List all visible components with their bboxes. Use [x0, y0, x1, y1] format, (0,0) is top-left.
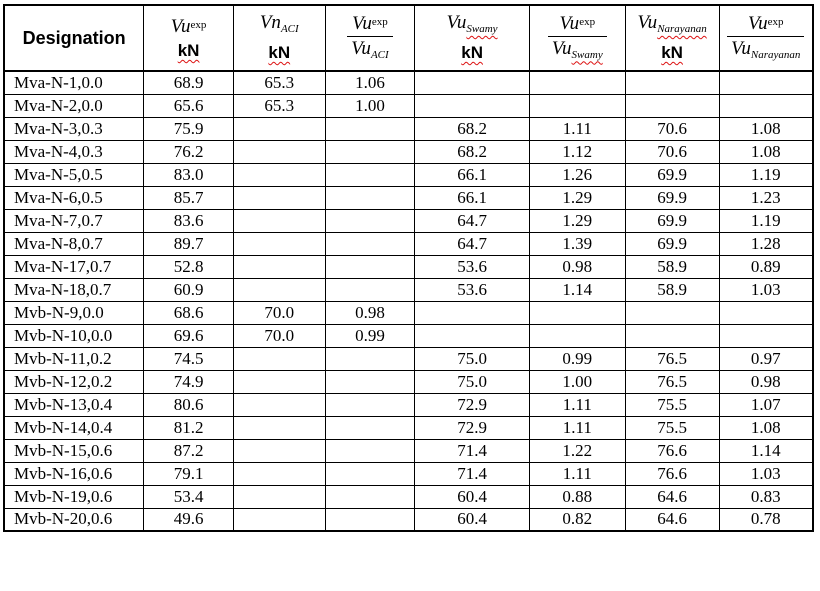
table-row	[4, 416, 813, 439]
cell-vn-aci	[233, 232, 325, 255]
cell-ratio-swamy: 1.39	[529, 232, 625, 255]
table-row	[4, 94, 813, 117]
cell-vu-exp: 52.8	[144, 255, 234, 278]
cell-vu-swamy: 68.2	[415, 117, 530, 140]
cell-vu-swamy: 64.7	[415, 232, 530, 255]
cell-vu-exp: 74.5	[144, 347, 234, 370]
cell-designation: Mvb-N-11,0.2	[4, 347, 144, 370]
cell-ratio-aci	[325, 347, 415, 370]
cell-vu-narayanan: 64.6	[625, 485, 719, 508]
cell-vu-exp: 68.9	[144, 71, 234, 94]
cell-vu-swamy	[415, 94, 530, 117]
cell-vu-swamy: 75.0	[415, 370, 530, 393]
table-row	[4, 140, 813, 163]
cell-vu-exp: 83.6	[144, 209, 234, 232]
header-vu-exp-unit: kN	[177, 41, 200, 60]
cell-ratio-narayanan: 1.19	[719, 163, 813, 186]
results-table	[3, 4, 814, 532]
cell-ratio-narayanan: 1.07	[719, 393, 813, 416]
cell-designation: Mva-N-2,0.0	[4, 94, 144, 117]
cell-ratio-swamy: 0.82	[529, 508, 625, 531]
cell-ratio-narayanan: 1.19	[719, 209, 813, 232]
header-vu-swamy-unit: kN	[461, 43, 483, 62]
cell-vu-swamy: 66.1	[415, 186, 530, 209]
table-row	[4, 71, 813, 94]
header-ratio-swamy-den-var: Vu	[551, 37, 572, 59]
cell-vn-aci	[233, 508, 325, 531]
cell-vn-aci: 65.3	[233, 94, 325, 117]
cell-ratio-swamy: 1.26	[529, 163, 625, 186]
cell-vu-exp: 81.2	[144, 416, 234, 439]
header-ratio-aci-num-sub: exp	[371, 15, 388, 28]
cell-vu-swamy: 75.0	[415, 347, 530, 370]
header-vu-exp-var: Vu	[170, 16, 191, 37]
cell-vu-swamy: 60.4	[415, 485, 530, 508]
table-row	[4, 186, 813, 209]
header-vu-swamy-sub: Swamy	[466, 23, 498, 35]
cell-ratio-swamy	[529, 94, 625, 117]
table-row	[4, 393, 813, 416]
cell-vu-exp: 79.1	[144, 462, 234, 485]
cell-designation: Mvb-N-14,0.4	[4, 416, 144, 439]
cell-vu-exp: 69.6	[144, 324, 234, 347]
cell-vn-aci	[233, 255, 325, 278]
cell-ratio-narayanan: 0.89	[719, 255, 813, 278]
cell-vu-narayanan: 58.9	[625, 278, 719, 301]
cell-vu-narayanan: 75.5	[625, 393, 719, 416]
cell-ratio-swamy: 0.88	[529, 485, 625, 508]
cell-ratio-swamy	[529, 324, 625, 347]
header-vu-narayanan	[625, 5, 719, 71]
cell-designation: Mvb-N-9,0.0	[4, 301, 144, 324]
table-row	[4, 301, 813, 324]
cell-designation: Mva-N-6,0.5	[4, 186, 144, 209]
cell-vn-aci	[233, 140, 325, 163]
table-row	[4, 485, 813, 508]
cell-vu-swamy: 71.4	[415, 462, 530, 485]
cell-designation: Mva-N-8,0.7	[4, 232, 144, 255]
table-row	[4, 255, 813, 278]
cell-ratio-narayanan	[719, 324, 813, 347]
header-vu-swamy	[415, 5, 530, 71]
table-row	[4, 508, 813, 531]
header-designation: Designation	[4, 5, 144, 71]
cell-ratio-narayanan: 0.97	[719, 347, 813, 370]
cell-ratio-aci	[325, 508, 415, 531]
cell-ratio-aci	[325, 163, 415, 186]
table-row	[4, 347, 813, 370]
header-ratio-aci-num-var: Vu	[352, 12, 372, 34]
cell-vu-narayanan: 58.9	[625, 255, 719, 278]
cell-vn-aci	[233, 439, 325, 462]
cell-vn-aci: 65.3	[233, 71, 325, 94]
cell-ratio-aci	[325, 462, 415, 485]
header-ratio-narayanan-num-sub: exp	[767, 15, 784, 28]
cell-designation: Mvb-N-16,0.6	[4, 462, 144, 485]
cell-ratio-swamy: 0.98	[529, 255, 625, 278]
cell-ratio-swamy: 1.22	[529, 439, 625, 462]
cell-vu-exp: 68.6	[144, 301, 234, 324]
cell-ratio-narayanan	[719, 94, 813, 117]
cell-ratio-narayanan: 0.98	[719, 370, 813, 393]
cell-ratio-aci	[325, 393, 415, 416]
table-row	[4, 324, 813, 347]
cell-ratio-swamy	[529, 301, 625, 324]
cell-vu-narayanan: 76.6	[625, 439, 719, 462]
header-vn-aci	[233, 5, 325, 71]
cell-ratio-swamy: 1.11	[529, 117, 625, 140]
header-ratio-narayanan-den-var: Vu	[731, 37, 751, 59]
cell-ratio-swamy: 1.11	[529, 416, 625, 439]
header-vn-aci-sub: ACI	[280, 23, 299, 35]
table-row	[4, 462, 813, 485]
cell-vn-aci	[233, 209, 325, 232]
cell-vu-swamy: 53.6	[415, 278, 530, 301]
cell-vn-aci	[233, 347, 325, 370]
cell-designation: Mva-N-18,0.7	[4, 278, 144, 301]
header-vu-exp-sub: exp	[190, 19, 207, 31]
header-ratio-swamy-den-sub: Swamy	[571, 48, 603, 61]
cell-vu-swamy	[415, 301, 530, 324]
cell-vn-aci	[233, 117, 325, 140]
cell-vu-swamy: 64.7	[415, 209, 530, 232]
cell-ratio-narayanan: 1.23	[719, 186, 813, 209]
cell-vu-narayanan: 75.5	[625, 416, 719, 439]
cell-vu-swamy: 53.6	[415, 255, 530, 278]
cell-designation: Mva-N-5,0.5	[4, 163, 144, 186]
header-ratio-swamy	[529, 5, 625, 71]
cell-ratio-aci	[325, 278, 415, 301]
cell-designation: Mva-N-7,0.7	[4, 209, 144, 232]
cell-vu-narayanan	[625, 94, 719, 117]
cell-designation: Mva-N-4,0.3	[4, 140, 144, 163]
table-row	[4, 439, 813, 462]
cell-vu-swamy: 68.2	[415, 140, 530, 163]
table-row	[4, 163, 813, 186]
cell-vu-exp: 85.7	[144, 186, 234, 209]
cell-ratio-narayanan: 1.14	[719, 439, 813, 462]
cell-vu-exp: 74.9	[144, 370, 234, 393]
cell-vu-exp: 80.6	[144, 393, 234, 416]
cell-vu-narayanan	[625, 324, 719, 347]
cell-designation: Mvb-N-15,0.6	[4, 439, 144, 462]
cell-ratio-swamy: 1.14	[529, 278, 625, 301]
cell-ratio-aci	[325, 485, 415, 508]
header-ratio-aci-den-var: Vu	[351, 37, 371, 59]
cell-vu-swamy	[415, 71, 530, 94]
cell-ratio-swamy: 1.29	[529, 186, 625, 209]
cell-designation: Mva-N-1,0.0	[4, 71, 144, 94]
cell-designation: Mva-N-3,0.3	[4, 117, 144, 140]
header-vu-narayanan-sub: Narayanan	[657, 23, 707, 35]
cell-vu-narayanan: 69.9	[625, 232, 719, 255]
cell-vu-exp: 75.9	[144, 117, 234, 140]
table-body	[4, 71, 813, 531]
table-row	[4, 117, 813, 140]
header-ratio-swamy-num-sub: exp	[579, 15, 596, 28]
cell-ratio-aci: 1.06	[325, 71, 415, 94]
cell-ratio-aci	[325, 117, 415, 140]
table-row	[4, 232, 813, 255]
cell-designation: Mvb-N-20,0.6	[4, 508, 144, 531]
cell-ratio-narayanan: 1.08	[719, 416, 813, 439]
cell-vu-narayanan: 76.5	[625, 347, 719, 370]
cell-ratio-aci	[325, 209, 415, 232]
cell-vu-exp: 65.6	[144, 94, 234, 117]
cell-vu-narayanan: 70.6	[625, 140, 719, 163]
cell-vn-aci	[233, 278, 325, 301]
cell-vu-narayanan	[625, 301, 719, 324]
cell-designation: Mvb-N-19,0.6	[4, 485, 144, 508]
cell-vn-aci: 70.0	[233, 301, 325, 324]
header-vu-narayanan-var: Vu	[637, 12, 658, 33]
header-ratio-narayanan-den-sub: Narayanan	[750, 48, 801, 61]
cell-vu-swamy: 72.9	[415, 393, 530, 416]
cell-vu-exp: 87.2	[144, 439, 234, 462]
cell-vn-aci	[233, 163, 325, 186]
cell-vu-exp: 76.2	[144, 140, 234, 163]
cell-ratio-aci	[325, 416, 415, 439]
cell-vu-swamy	[415, 324, 530, 347]
cell-ratio-narayanan	[719, 301, 813, 324]
table-row	[4, 209, 813, 232]
cell-ratio-narayanan: 0.78	[719, 508, 813, 531]
table-row	[4, 278, 813, 301]
header-ratio-narayanan-num-var: Vu	[747, 12, 768, 34]
header-ratio-narayanan	[719, 5, 813, 71]
table-row	[4, 370, 813, 393]
cell-ratio-swamy: 1.11	[529, 462, 625, 485]
cell-vu-swamy: 66.1	[415, 163, 530, 186]
cell-vn-aci	[233, 186, 325, 209]
cell-ratio-narayanan	[719, 71, 813, 94]
header-row	[4, 5, 813, 71]
cell-ratio-narayanan: 1.03	[719, 462, 813, 485]
header-vn-aci-var: Vn	[259, 12, 281, 33]
cell-vn-aci: 70.0	[233, 324, 325, 347]
cell-vu-narayanan: 76.6	[625, 462, 719, 485]
cell-ratio-swamy: 1.11	[529, 393, 625, 416]
cell-ratio-swamy: 1.12	[529, 140, 625, 163]
header-ratio-swamy-num-var: Vu	[559, 12, 580, 34]
header-ratio-aci	[325, 5, 415, 71]
cell-vn-aci	[233, 393, 325, 416]
cell-designation: Mvb-N-10,0.0	[4, 324, 144, 347]
header-vn-aci-unit: kN	[268, 43, 291, 62]
header-vu-exp	[144, 5, 234, 71]
cell-vu-narayanan: 64.6	[625, 508, 719, 531]
cell-vu-narayanan: 69.9	[625, 163, 719, 186]
cell-vu-narayanan: 69.9	[625, 186, 719, 209]
cell-ratio-aci	[325, 186, 415, 209]
cell-vu-exp: 60.9	[144, 278, 234, 301]
header-vu-narayanan-unit: kN	[661, 43, 683, 62]
cell-ratio-narayanan: 1.28	[719, 232, 813, 255]
cell-vn-aci	[233, 416, 325, 439]
cell-vu-swamy: 71.4	[415, 439, 530, 462]
cell-vu-exp: 53.4	[144, 485, 234, 508]
cell-vu-exp: 89.7	[144, 232, 234, 255]
cell-ratio-aci: 0.98	[325, 301, 415, 324]
cell-vu-swamy: 72.9	[415, 416, 530, 439]
cell-ratio-narayanan: 1.08	[719, 140, 813, 163]
cell-ratio-narayanan: 0.83	[719, 485, 813, 508]
cell-ratio-swamy: 0.99	[529, 347, 625, 370]
cell-vu-exp: 83.0	[144, 163, 234, 186]
cell-vn-aci	[233, 462, 325, 485]
cell-ratio-swamy: 1.29	[529, 209, 625, 232]
cell-ratio-aci: 0.99	[325, 324, 415, 347]
cell-ratio-aci	[325, 232, 415, 255]
cell-vn-aci	[233, 370, 325, 393]
cell-vu-exp: 49.6	[144, 508, 234, 531]
cell-ratio-swamy	[529, 71, 625, 94]
cell-ratio-swamy: 1.00	[529, 370, 625, 393]
cell-vu-swamy: 60.4	[415, 508, 530, 531]
cell-ratio-aci	[325, 140, 415, 163]
cell-designation: Mvb-N-12,0.2	[4, 370, 144, 393]
cell-ratio-aci	[325, 255, 415, 278]
cell-vu-narayanan: 76.5	[625, 370, 719, 393]
cell-ratio-narayanan: 1.03	[719, 278, 813, 301]
cell-vu-narayanan	[625, 71, 719, 94]
cell-ratio-narayanan: 1.08	[719, 117, 813, 140]
cell-vu-narayanan: 69.9	[625, 209, 719, 232]
cell-ratio-aci: 1.00	[325, 94, 415, 117]
cell-designation: Mvb-N-13,0.4	[4, 393, 144, 416]
cell-ratio-aci	[325, 370, 415, 393]
header-vu-swamy-var: Vu	[446, 12, 467, 33]
cell-designation: Mva-N-17,0.7	[4, 255, 144, 278]
cell-vn-aci	[233, 485, 325, 508]
cell-vu-narayanan: 70.6	[625, 117, 719, 140]
cell-ratio-aci	[325, 439, 415, 462]
header-ratio-aci-den-sub: ACI	[370, 48, 389, 61]
